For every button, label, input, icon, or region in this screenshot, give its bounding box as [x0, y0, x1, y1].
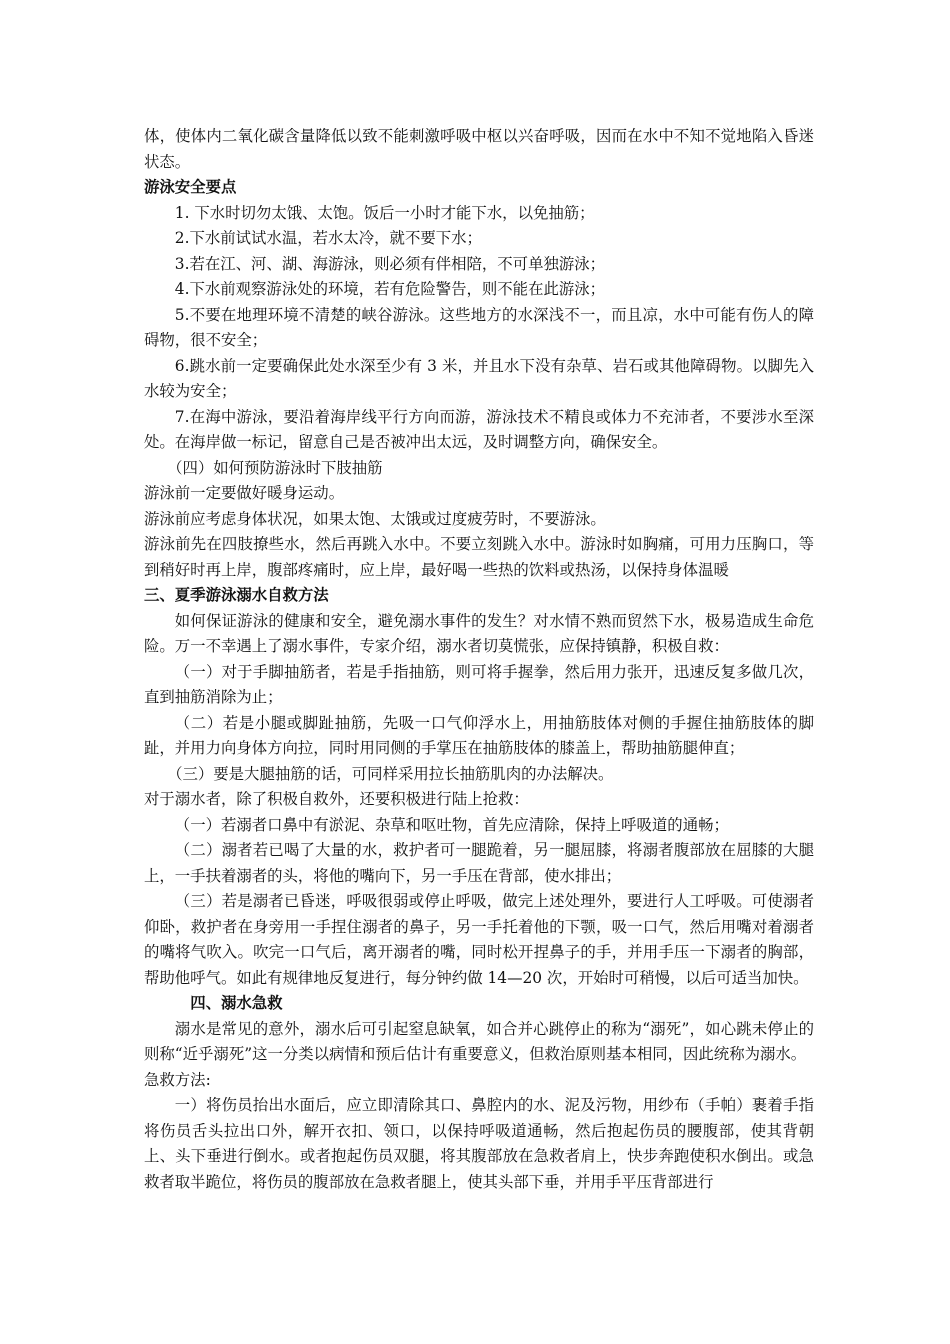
paragraph: 体，使体内二氧化碳含量降低以致不能刺激呼吸中枢以兴奋呼吸，因而在水中不知不觉地陷入昏迷状态。	[144, 127, 814, 171]
list-item: （三）若是溺者已昏迷，呼吸很弱或停止呼吸，做完上述处理外，要进行人工呼吸。可使溺者仰卧，救护者在身旁用一手捏住溺者的鼻子，另一手托着他的下颚，吸一口气，然后用嘴对着溺者的嘴将气吹入。吹完一口气后，离开溺者的嘴，同时松开捏鼻子的手，并用手压一下溺者的胸部，帮助他呼气。如此有规律地反复进行，每分钟约做 14—20 次，开始时可稍慢，以后可适当加快。	[144, 892, 814, 987]
list-item: 1. 下水时切勿太饿、太饱。饭后一小时才能下水，以免抽筋；	[174, 203, 595, 222]
paragraph: 急救方法:	[144, 1070, 211, 1089]
paragraph: 游泳前应考虑身体状况，如果太饱、太饿或过度疲劳时，不要游泳。	[144, 509, 606, 528]
list-item: （二）溺者若已喝了大量的水，救护者可一腿跪着，另一腿屈膝，将溺者腹部放在屈膝的大腿上，一手扶着溺者的头，将他的嘴向下，另一手压在背部，使水排出；	[144, 841, 814, 885]
paragraph: 游泳前一定要做好暖身运动。	[144, 484, 345, 502]
list-item: （二）若是小腿或脚趾抽筋，先吸一口气仰浮水上，用抽筋肢体对侧的手握住抽筋肢体的脚趾，并用力向身体方向拉，同时用同侧的手掌压在抽筋肢体的膝盖上，帮助抽筋腿伸直；	[144, 713, 814, 757]
section-heading: 游泳安全要点	[144, 178, 237, 196]
document-body	[144, 124, 814, 1195]
paragraph: 溺水是常见的意外，溺水后可引起窒息缺氧，如合并心跳停止的称为“溺死”，如心跳未停止的则称“近乎溺死”这一分类以病情和预后估计有重要意义，但救治原则基本相同，因此统称为溺水。	[144, 1019, 814, 1063]
list-item: 7.在海中游泳，要沿着海岸线平行方向而游，游泳技术不精良或体力不充沛者，不要涉水至深处。在海岸做一标记，留意自己是否被冲出太远，及时调整方向，确保安全。	[144, 407, 814, 451]
section-heading: 四、溺水急救	[190, 994, 283, 1012]
list-item: 5.不要在地理环境不清楚的峡谷游泳。这些地方的水深浅不一，而且凉，水中可能有伤人的障碍物，很不安全；	[144, 305, 814, 349]
list-item: （一）对于手脚抽筋者，若是手指抽筋，则可将手握拳，然后用力张开，迅速反复多做几次，直到抽筋消除为止；	[144, 662, 814, 706]
list-item: 3.若在江、河、湖、海游泳，则必须有伴相陪，不可单独游泳；	[174, 254, 606, 273]
list-item: 2.下水前试试水温，若水太冷，就不要下水；	[174, 229, 482, 247]
list-item: （三）要是大腿抽筋的话，可同样采用拉长抽筋肌肉的办法解决。	[167, 764, 614, 783]
list-item: 4.下水前观察游泳处的环境，若有危险警告，则不能在此游泳；	[174, 280, 606, 298]
list-item: 6.跳水前一定要确保此处水深至少有 3 米，并且水下没有杂草、岩石或其他障碍物。以脚先入水较为安全；	[144, 356, 814, 400]
section-heading: 三、夏季游泳溺水自救方法	[144, 586, 329, 604]
subsection-heading: （四）如何预防游泳时下肢抽筋	[167, 458, 383, 477]
paragraph: 一）将伤员抬出水面后，应立即清除其口、鼻腔内的水、泥及污物，用纱布（手帕）裹着手指将伤员舌头拉出口外，解开衣扣、领口，以保持呼吸道通畅，然后抱起伤员的腰腹部，使其背朝上、头下垂进行倒水。或者抱起伤员双腿，将其腹部放在急救者肩上，快步奔跑使积水倒出。或急救者取半跪位，将伤员的腹部放在急救者腿上，使其头部下垂，并用手平压背部进行	[144, 1096, 814, 1191]
paragraph: 游泳前先在四肢撩些水，然后再跳入水中。不要立刻跳入水中。游泳时如胸痛，可用力压胸口，等到稍好时再上岸，腹部疼痛时，应上岸，最好喝一些热的饮料或热汤，以保持身体温暖	[144, 535, 814, 579]
paragraph: 对于溺水者，除了积极自救外，还要积极进行陆上抢救：	[144, 790, 529, 808]
list-item: （一）若溺者口鼻中有淤泥、杂草和呕吐物，首先应清除，保持上呼吸道的通畅；	[174, 815, 729, 834]
paragraph: 如何保证游泳的健康和安全，避免溺水事件的发生？对水情不熟而贸然下水，极易造成生命危险。万一不幸遇上了溺水事件，专家介绍，溺水者切莫慌张，应保持镇静，积极自救：	[144, 611, 814, 655]
